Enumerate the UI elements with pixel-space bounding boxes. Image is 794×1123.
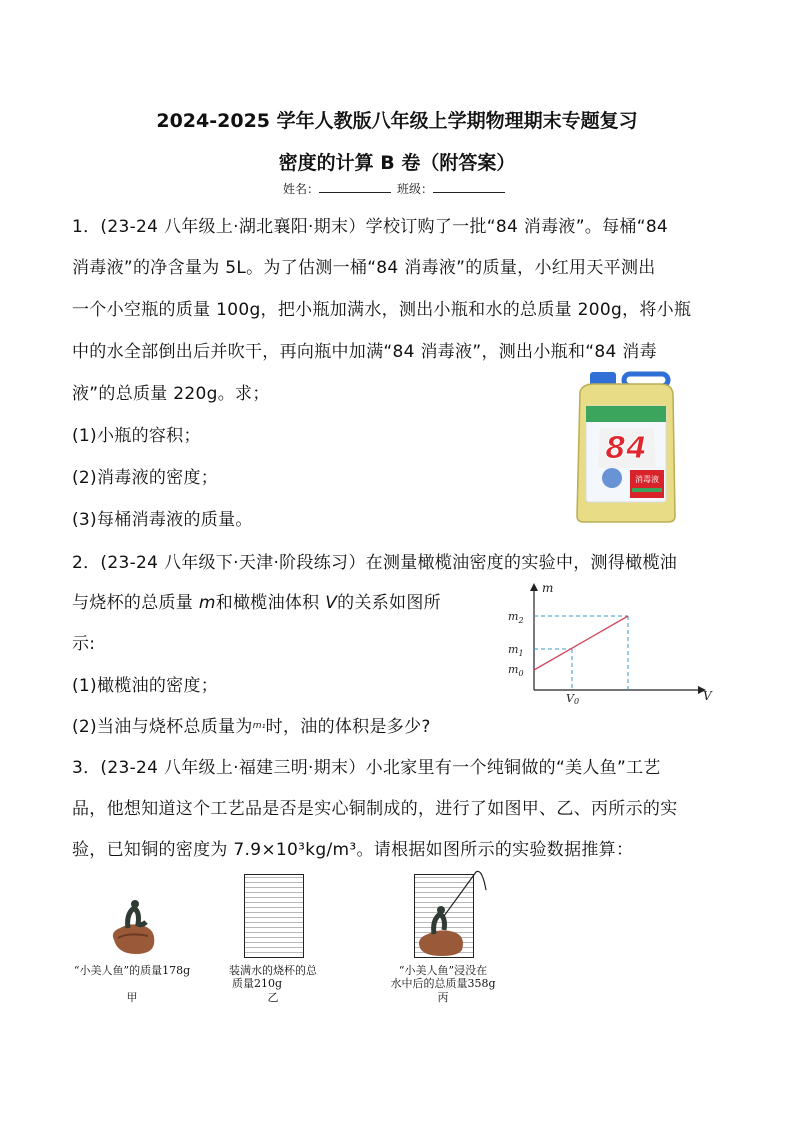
mass-volume-graph — [500, 578, 716, 704]
fig-c-caption-1: “小美人鱼”浸没在 — [398, 964, 488, 977]
fig-a-label: 甲 — [126, 991, 138, 1004]
q2-sub-1: (1)橄榄油的密度； — [72, 676, 219, 696]
fig-c-label: 丙 — [437, 991, 449, 1004]
q2-line-1: 2．(23-24 八年级下·天津·阶段练习）在测量橄榄油密度的实验中，测得橄榄油 — [72, 553, 678, 573]
tick-m1: $m_1$ — [508, 643, 524, 658]
q2-sub-2 — [72, 712, 431, 737]
q2-line-2-part-b: 和橄榄油体积 — [215, 593, 326, 613]
fig-c-caption-2: 水中后的总质量358g — [390, 977, 496, 990]
tick-v0: V0 — [566, 692, 580, 704]
name-label: 姓名： — [282, 182, 319, 196]
mermaid-statue-image — [108, 896, 160, 958]
tick-m0: $m_0$ — [508, 663, 524, 678]
q2-line-2 — [72, 588, 441, 613]
fig-b-label: 乙 — [267, 991, 279, 1004]
q2-line-2-part-a: 与烧杯的总质量 — [72, 593, 199, 613]
fig-b-caption-1: 装满水的烧杯的总 — [229, 964, 317, 977]
graph-x-axis-label: V — [703, 689, 712, 703]
graph-y-axis-label: m — [542, 581, 554, 595]
q3-line-3: 验，已知铜的密度为 7.9×10³kg/m³。请根据如图所示的实验数据推算： — [72, 840, 634, 860]
q1-line-4: 中的水全部倒出后并吹干，再向瓶中加满“84 消毒液”，测出小瓶和“84 消毒 — [72, 342, 657, 362]
q1-line-1: 1．(23-24 八年级上·湖北襄阳·期末）学校订购了一批“84 消毒液”。每桶“84 — [72, 217, 669, 237]
q1-sub-2: (2)消毒液的密度； — [72, 468, 219, 488]
q3-line-1: 3．(23-24 八年级上·福建三明·期末）小北家里有一个纯铜做的“美人鱼”工艺 — [72, 758, 661, 778]
page-subtitle: 密度的计算 B 卷（附答案） — [278, 152, 516, 174]
mass-volume-line — [534, 616, 628, 670]
volume-variable: V — [325, 593, 338, 613]
disinfectant-bottle-image — [574, 370, 678, 524]
q2-line-3: 示: — [72, 634, 96, 654]
student-info — [0, 180, 794, 197]
m1-variable: m₁ — [252, 721, 266, 731]
q1-sub-3: (3)每桶消毒液的质量。 — [72, 510, 253, 530]
statue-in-beaker-image — [414, 862, 494, 958]
q1-line-3: 一个小空瓶的质量 100g，把小瓶加满水，测出小瓶和水的总质量 200g，将小瓶 — [72, 300, 692, 320]
mass-variable: m — [198, 593, 216, 613]
q1-line-2: 消毒液”的净含量为 5L。为了估测一桶“84 消毒液”的质量，小红用天平测出 — [72, 258, 656, 278]
fig-b-caption-2: 质量210g — [232, 977, 283, 990]
q3-line-2: 品，他想知道这个工艺品是否是实心铜制成的，进行了如图甲、乙、丙所示的实 — [72, 799, 678, 819]
tick-m2: $m_2$ — [508, 610, 524, 625]
water-beaker-image — [244, 874, 304, 958]
q2-sub-2-part-b: 时，油的体积是多少? — [265, 717, 431, 737]
q2-line-2-part-c: 的关系如图所 — [337, 593, 441, 613]
class-blank — [433, 182, 505, 193]
name-blank — [319, 182, 391, 193]
q1-line-5: 液”的总质量 220g。求； — [72, 384, 270, 404]
class-label: 班级： — [397, 182, 434, 196]
fig-a-caption: “小美人鱼”的质量178g — [73, 964, 191, 977]
q1-sub-1: (1)小瓶的容积； — [72, 426, 201, 446]
bottle-logo-text: 84 — [605, 431, 647, 466]
bottle-product-name: 消毒液 — [635, 475, 659, 484]
q2-sub-2-part-a: (2)当油与烧杯总质量为 — [72, 717, 253, 737]
page-title: 2024-2025 学年人教版八年级上学期物理期末专题复习 — [156, 110, 638, 132]
